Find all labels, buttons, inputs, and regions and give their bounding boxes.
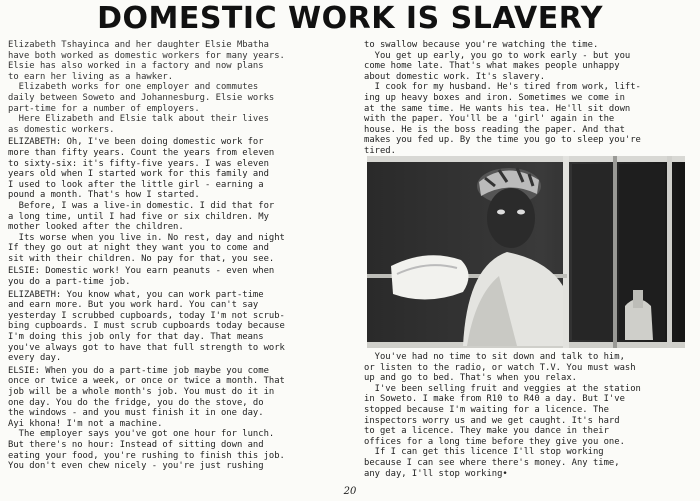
intro-paragraph: [8, 40, 348, 135]
right-column-top: [364, 40, 694, 157]
text-line: ELIZABETH: You know what, you can work part-time: [8, 289, 264, 300]
text-line: mother looked after the children.: [8, 222, 184, 233]
text-line: You don't even chew nicely - you're just rushing: [8, 461, 264, 472]
text-line: You get up early, you go to work early - but you: [364, 50, 631, 61]
text-line: ELIZABETH: Oh, I've been doing domestic work for: [8, 137, 264, 148]
text-line: once or twice a week, or once or twice a month. That: [8, 376, 285, 387]
text-line: I cook for my husband. He's tired from work, lift-: [364, 82, 641, 93]
interview-paragraph: [8, 266, 348, 287]
text-line: tired.: [364, 145, 396, 156]
text-line: a long time, until I had five or six children. My: [8, 211, 269, 222]
text-line: to sixty-six: it's fifty-five years. I was eleven: [8, 158, 269, 169]
text-line: one day. You do the fridge, you do the stove, do: [8, 397, 264, 408]
text-line: daily between Soweto and Johannesburg. Elsie works: [8, 92, 275, 103]
text-line: to swallow because you're watching the time.: [364, 40, 599, 50]
text-line: If I can get this licence I'll stop working: [364, 447, 604, 458]
text-line: The employer says you've got one hour for lunch.: [8, 429, 275, 440]
text-line: any day, I'll stop working•: [364, 468, 508, 479]
left-column: [8, 40, 348, 474]
text-line: with the paper. You'll be a 'girl' again in the: [364, 114, 615, 125]
text-line: pound a month. That's how I started.: [8, 190, 200, 201]
text-line: to get a licence. They make you dance in their: [364, 426, 609, 437]
text-line: stopped because I'm waiting for a licence. The: [364, 404, 609, 415]
text-line: because I can see where there's money. Any time,: [364, 457, 620, 468]
text-line: up and go to bed. That's when you relax.: [364, 373, 577, 384]
text-line: more than fifty years. Count the years from eleven: [8, 147, 275, 158]
article-title: DOMESTIC WORK IS SLAVERY: [97, 1, 603, 36]
text-line: Elizabeth works for one employer and commutes: [8, 82, 259, 93]
text-line: I'm doing this job only for that day. That means: [8, 332, 264, 343]
right-column-bottom: [364, 352, 694, 479]
text-line: as domestic workers.: [8, 124, 115, 135]
text-line: come home late. That's what makes people unhappy: [364, 61, 620, 72]
text-line: If they go out at night they want you to come and: [8, 243, 269, 254]
interview-paragraph: [8, 366, 348, 472]
text-line: Elsie has also worked in a factory and now plans: [8, 61, 264, 72]
text-line: You've had no time to sit down and talk to him,: [364, 352, 625, 362]
text-line: to earn her living as a hawker.: [8, 71, 174, 82]
text-line: every day.: [8, 353, 62, 364]
text-line: you do a part-time job.: [8, 277, 131, 288]
text-line: sit with their children. No pay for that, you see.: [8, 253, 275, 264]
text-line: ELSIE: Domestic work! You earn peanuts - even when: [8, 266, 275, 277]
text-line: in Soweto. I make from R10 to R40 a day. But I've: [364, 394, 625, 405]
text-line: part-time for a number of employers.: [8, 103, 200, 114]
text-line: have both worked as domestic workers for many years.: [8, 50, 285, 61]
text-line: Ayi khona! I'm not a machine.: [8, 418, 163, 429]
text-line: yesterday I scrubbed cupboards, today I'm not scrub-: [8, 310, 285, 321]
text-line: Its worse when you live in. No rest, day and night: [8, 232, 285, 243]
text-line: job will be a whole month's job. You must do it in: [8, 387, 275, 397]
photo-woman-at-window: [367, 156, 685, 348]
photo-illustration: [367, 156, 685, 348]
text-line: or listen to the radio, or watch T.V. You must wash: [364, 362, 636, 373]
text-line: at the same time. He wants his tea. He'll sit down: [364, 103, 631, 114]
text-line: Elizabeth Tshayinca and her daughter Elsie Mbatha: [8, 40, 269, 50]
text-line: ing up heavy boxes and iron. Sometimes we come in: [364, 92, 625, 103]
text-line: But there's no hour: Instead of sitting down and: [8, 439, 264, 450]
text-line: years old when I started work for this family and: [8, 169, 269, 180]
text-line: bing cupboards. I must scrub cupboards today because: [8, 321, 285, 332]
text-line: eating your food, you're rushing to finish this job.: [8, 450, 285, 461]
text-line: offices for a long time before they give you one.: [364, 436, 625, 447]
text-line: the windows - and you must finish it in one day.: [8, 408, 264, 419]
text-line: I used to look after the little girl - earning a: [8, 179, 264, 190]
text-line: and earn more. But you work hard. You can't say: [8, 300, 259, 311]
text-line: ELSIE: When you do a part-time job maybe you come: [8, 365, 269, 376]
text-line: Here Elizabeth and Elsie talk about their lives: [8, 114, 269, 125]
text-line: inspectors worry us and we get caught. It's hard: [364, 415, 620, 426]
text-line: about domestic work. It's slavery.: [364, 71, 546, 82]
interview-paragraph: [8, 290, 348, 364]
interview-paragraph: [8, 137, 348, 264]
text-line: you've always got to have that full strength to work: [8, 342, 285, 353]
page-number: 20: [343, 486, 357, 497]
text-line: I've been selling fruit and veggies at the station: [364, 383, 641, 394]
text-line: makes you fed up. By the time you go to sleep you're: [364, 135, 641, 146]
text-line: house. He is the boss reading the paper. And that: [364, 124, 625, 135]
text-line: Before, I was a live-in domestic. I did that for: [8, 200, 275, 211]
